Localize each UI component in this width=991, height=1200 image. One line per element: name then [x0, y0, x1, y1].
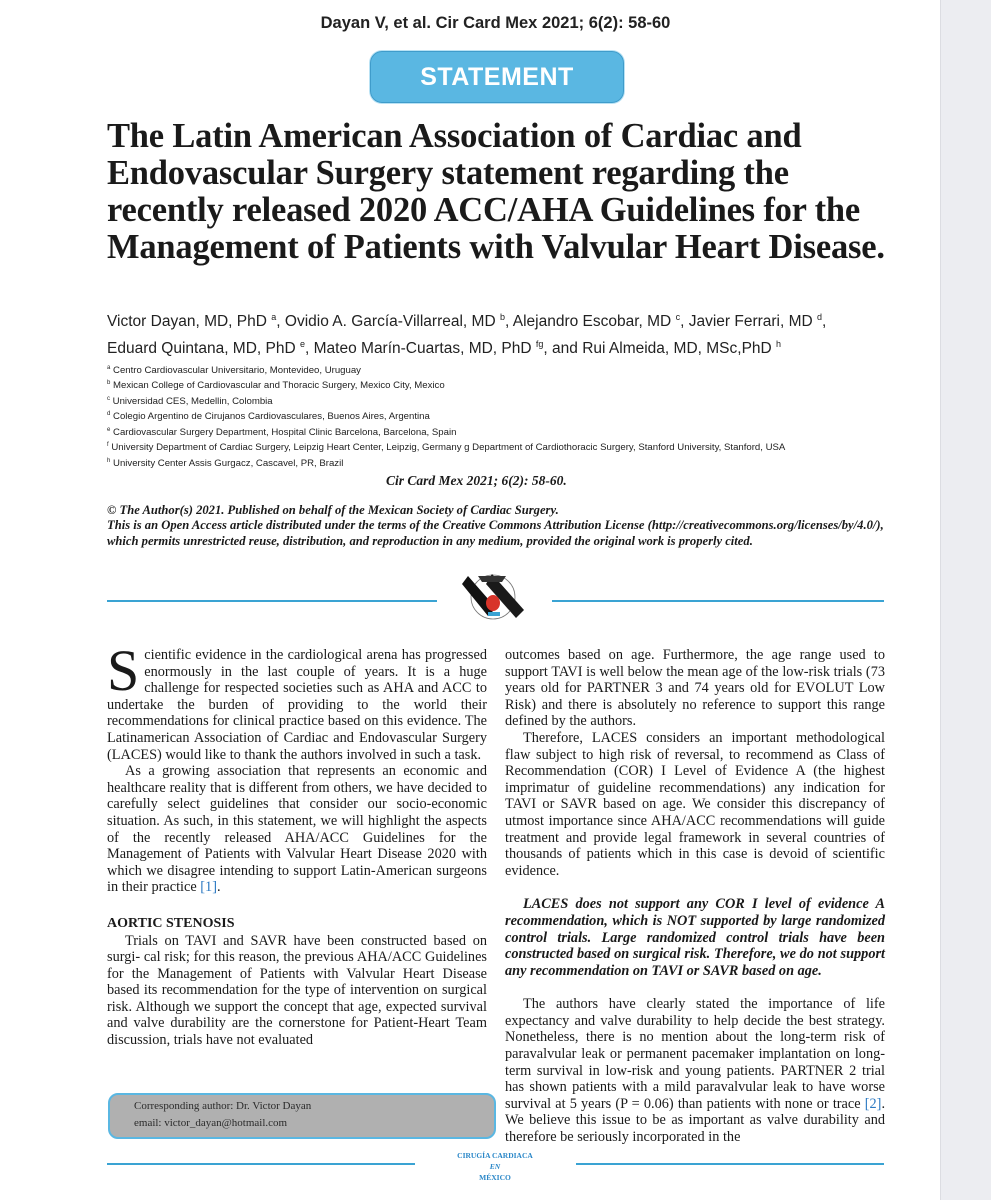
author-name: Mateo Marín-Cuartas, MD, PhD: [313, 340, 532, 358]
license-block: [107, 503, 887, 549]
license-text: This is an Open Access article distributed under the terms of the Creative Commons Attribution License (http://creativecommons.org/licenses/by/4.0/), which permits unrestricted reuse, distribution, and reproduction in any medium, provided the original work is properly cited.: [107, 518, 884, 548]
author-name: Alejandro Escobar, MD: [512, 313, 672, 331]
author-name: Rui Almeida, MD, MSc,PhD: [582, 340, 772, 358]
paragraph: Trials on TAVI and SAVR have been constructed based on surgi- cal risk; for this reason, the previous AHA/ACC Guidelines for the Management of Patients with Valvular Heart Disease based its recommendation for the type of intervention on surgical risk. Although we support the concept that age, expected survival and valve durability are the cornerstone for Patient-Heart Team discussion, trials have not evaluated: [107, 932, 487, 1049]
affiliation-text: Mexican College of Cardiovascular and Thoracic Surgery, Mexico City, Mexico: [113, 380, 445, 392]
paragraph: Therefore, LACES considers an important methodological flaw subject to high risk of reversal, to recommend as Class of Recommendation (COR) I Level of Evidence A (the highest imprimatur of guideline recommendations) any indication for TAVI or SAVR based on age. We consider this discrepancy of utmost importance since AHA/ACC recommendations will guide treatment and provide legal framework in several countries of thousands of patients which in this case is devoid of scientific evidence.: [505, 729, 885, 879]
divider-right: [552, 600, 884, 602]
author-name: Ovidio A. García-Villarreal, MD: [284, 313, 496, 331]
body-column-left: [107, 638, 487, 1049]
author-sup: b: [499, 312, 505, 322]
affiliation-sup: d: [107, 411, 111, 418]
affiliation-text: Cardiovascular Surgery Department, Hospital Clinic Barcelona, Barcelona, Spain: [113, 427, 457, 439]
author-sup: e: [300, 339, 306, 350]
author-name: Eduard Quintana, MD, PhD: [107, 340, 296, 358]
affiliation-sup: h: [107, 457, 111, 464]
copyright-line: © The Author(s) 2021. Published on behalf of the Mexican Society of Cardiac Surgery.: [107, 503, 559, 517]
paragraph: [505, 996, 885, 1145]
author-name: Victor Dayan, MD, PhD: [107, 313, 267, 331]
divider-left: [107, 600, 437, 602]
journal-header: Dayan V, et al. Cir Card Mex 2021; 6(2): 58-60: [320, 14, 671, 32]
paragraph: [107, 763, 487, 896]
statement-badge: [370, 51, 624, 103]
paragraph-text: As a growing association that represents an economic and healthcare reality that is different from others, we have decided to carefully select guidelines that consider our socio-economic situation. As such, in this statement, we will highlight the aspects of the recently released AHA/ACC Guidelines for the Management of Patients with Valvular Heart Disease 2020 with which we disagree intending to support Latin-American surgeons in their practice: [107, 763, 487, 896]
article-title: The Latin American Association of Cardiac and Endovascular Surgery statement regarding the recently released 2020 ACC/AHA Guidelines for the Management of Patients with Valvular Heart Disease.: [107, 117, 885, 266]
affiliation-item: [107, 439, 907, 454]
corresponding-author-box: [108, 1093, 496, 1139]
author-sup: d: [817, 312, 823, 322]
affiliation-sup: e: [107, 426, 111, 433]
affiliation-text: Centro Cardiovascular Universitario, Montevideo, Uruguay: [113, 365, 361, 377]
page-edge: [940, 0, 991, 1200]
paragraph-text: cientific evidence in the cardiological arena has progressed enormously in the last couple of years. It is a huge challenge for respected societies such as AHA and ACC to undertake the burden of providing to the world their recommendations for clinical practice based on this evidence. The Latinamerican Association of Cardiac and Endovascular Surgery (LACES) would like to thank the authors involved in such a task.: [107, 647, 487, 763]
footer-journal-logo: [440, 1150, 550, 1183]
footer-divider-left: [107, 1163, 415, 1165]
paragraph: [107, 638, 487, 763]
affiliation-text: University Department of Cardiac Surgery, Leipzig Heart Center, Leipzig, Germany g Department of Cardiothoracic Surgery, Stanford University, Stanford, USA: [111, 442, 786, 454]
authors-conjunction: and: [552, 340, 578, 358]
reference-link[interactable]: [2]: [864, 1095, 882, 1112]
affiliation-sup: a: [107, 365, 111, 371]
corresponding-email[interactable]: email: victor_dayan@hotmail.com: [134, 1117, 288, 1129]
affiliation-sup: b: [107, 380, 111, 387]
affiliations: [107, 362, 907, 470]
paragraph: outcomes based on age. Furthermore, the age range used to support TAVI is well below the mean age of the low-risk trials (73 years old for PARTNER 3 and 74 years old for EVOLUT Low Risk) and there is absolutely no reference to support this range defined by the authors.: [505, 647, 885, 730]
affiliation-item: [107, 424, 907, 439]
affiliation-item: [107, 455, 907, 470]
author-name: Javier Ferrari, MD: [688, 313, 813, 331]
author-sup: a: [271, 312, 277, 322]
affiliation-sup: f: [107, 442, 109, 449]
section-heading: AORTIC STENOSIS: [107, 915, 235, 931]
affiliation-text: University Center Assis Gurgacz, Cascavel, PR, Brazil: [113, 458, 344, 470]
highlight-statement: LACES does not support any COR I level of evidence A recommendation, which is NOT supported by large randomized control trials. Large randomized control trials have been constructed based on surgical risk. Therefore, we do not support any recommendation on TAVI or SAVR based on age.: [505, 896, 885, 979]
author-sup: h: [776, 339, 782, 350]
footer-divider-right: [576, 1163, 884, 1165]
paragraph-text: . We believe this issue to be as important as valve durability and therefore be seriously incorporated in the: [505, 1095, 886, 1146]
affiliation-item: [107, 393, 907, 408]
affiliation-item: [107, 408, 907, 423]
affiliation-sup: c: [107, 395, 110, 402]
author-sup: fg: [535, 339, 544, 350]
affiliation-text: Universidad CES, Medellin, Colombia: [112, 396, 273, 408]
author-sup: c: [675, 312, 681, 322]
corresponding-author: Corresponding author: Dr. Victor Dayan: [134, 1100, 312, 1112]
citation-line: Cir Card Mex 2021; 6(2): 58-60.: [386, 473, 567, 488]
body-column-right: [505, 647, 885, 1146]
footer-logo-line: EN: [489, 1162, 501, 1171]
statement-badge-label: STATEMENT: [420, 63, 574, 91]
paragraph-text: The authors have clearly stated the importance of life expectancy and valve durability to help decide the best strategy. Nonetheless, there is no mention about the long-term risk of paravalvular leak or permanent pacemaker implantation on long-term survival in low-risk and young patients. PARTNER 2 trial has shown patients with a mild paravalvular leak to have worse survival at 5 years (P = 0.06) than patients with none or trace: [505, 996, 885, 1112]
affiliation-item: [107, 362, 907, 377]
paragraph-text: .: [216, 879, 221, 896]
journal-logo: [462, 570, 528, 622]
footer-logo-line: CIRUGÍA CARDIACA: [457, 1151, 533, 1160]
affiliation-item: [107, 377, 907, 392]
author-list: Victor Dayan, MD, PhD $^a$, Ovidio A. García-Villarreal, MD $^b$, Alejandro Escobar, MD $^c$, Javier Ferrari, MD $^d$, Eduard Quintana, MD, PhD $^e$, Mateo Marín-Cuartas, MD, PhD $^{fg}$, and Rui Almeida, MD, MSc,PhD $^h$: [107, 312, 827, 358]
drop-cap: S: [107, 638, 140, 703]
affiliation-text: Colegio Argentino de Cirujanos Cardiovasculares, Buenos Aires, Argentina: [113, 411, 430, 423]
reference-link[interactable]: [1]: [200, 879, 217, 896]
footer-logo-line: MÉXICO: [479, 1173, 511, 1182]
